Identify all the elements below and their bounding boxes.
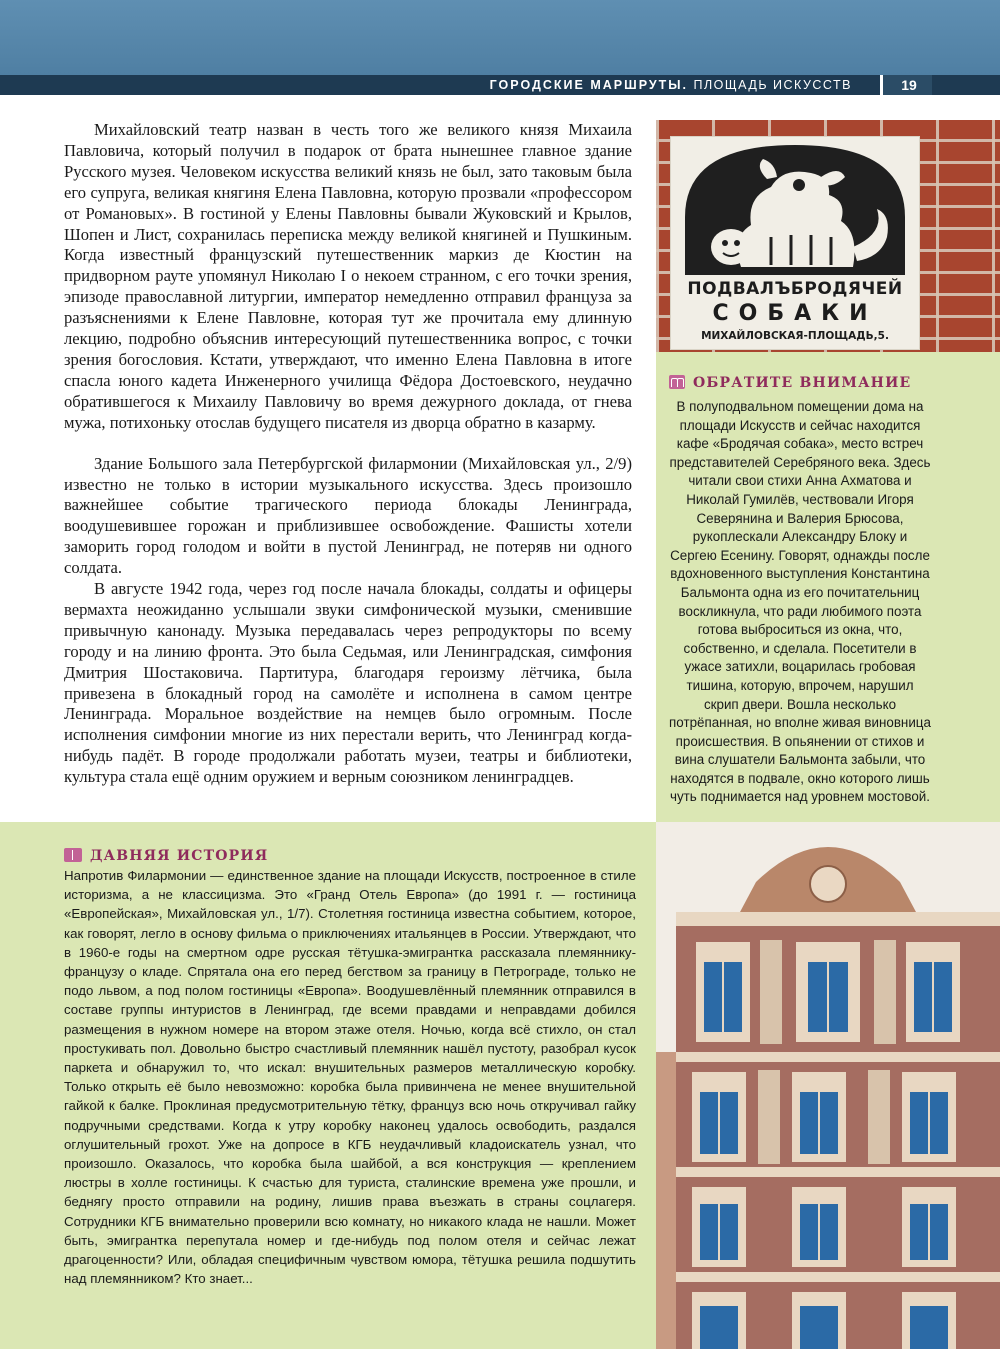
page-number: 19 (880, 75, 935, 95)
note-heading (669, 375, 911, 391)
book-icon (64, 848, 82, 862)
history-paragraph: Напротив Филармонии — единственное здание на площади Искусств, построенное в стиле историзма, а не классицизма. Это «Гранд Отель Европа» (до 1991 г. — гостиница «Европейская», Михайловская ул., 1/7). Столетняя гостиница известна событием, которое, как говорят, легло в основу фильма о приключениях итальянцев в России. Утверждают, что в 1960-е годы на смертном одре русская тётушка-эмигрантка рассказала племяннику-французу о кладе. Спрятала она его перед бегством за границу в Петрограде, только не подо львом, а под полом гостиницы «Европа». Воодушевлённый племянник отправился в составе группы интуристов в Ленинград, где всеми правдами и неправдами добился размещения в нужном номере на втором этаже отеля. Ночью, когда всё стихло, он стал простукивать пол. Довольно быстро счастливый племянник нашёл пустоту, разобрал кусок паркета и обнаружил то, что искал: внушительных размеров металлическую коробку. Только открыть её было невозможно: коробка была привинчена не менее внушительной гайкой к балке. Проклиная предусмотрительную тётку, француз всю ночь откручивал гайку подручными средствами. Когда к утру коробку наконец удалось освободить, раздался оглушительный грохот. Уже на допросе в КГБ неудачливый кладоискатель узнал, что произошло. Оказалось, что коробка была шайбой, а вся конструкция — креплением люстры в холле гостиницы. К счастью для туриста, сталинские времена уже прошли, и беднягу просто отправили на родину, лишив права въезжать в страны соцлагеря. Сотрудники КГБ внимательно проверили всю комнату, но никакого клада не нашли. Может быть, эмигрантка перепутала номер и где-нибудь под полом отеля и сейчас лежат драгоценности? Или, обладая специфичным чувством юмора, тётушка решила подшутить над племянником? Кто знает... (64, 868, 636, 1287)
paragraph: Здание Большого зала Петербургской филармонии (Михайловская ул., 2/9) известно не только в истории музыкального искусства. Здесь произошло важнейшее событие трагического периода блокады Ленинграда, воодушевившее горожан и приблизившее освобождение. Фашисты хотели заморить город голодом и войти в пустой Ленинград, не потеряв ни одного солдата. (64, 453, 632, 578)
grand-hotel-europe-photo (656, 822, 1000, 1349)
note-body: В полуподвальном помещении дома на площади Искусств и сейчас находится кафе «Бродячая собака», место встреч представителей Серебряного века. Здесь читали свои стихи Анна Ахматова и Николай Гумилёв, чествовали Игоря Северянина и Валерия Брюсова, рукоплескали Александру Блоку и Сергею Есенину. Говорят, однажды после вдохновенного выступления Константина Бальмонта одна из его почитательниц воскликнула, что ради любимого поэта готова выброситься из окна, что, собственно, и сделала. Посетители в ужасе затихли, воцарилась гробовая тишина, которую, впрочем, нарушил скрип двери. Вошла несколько потрёпанная, но вполне живая виновница происшествия. В опьянении от стихов и вина слушатели Бальмонта забыли, что находятся в подвале, окно которого лишь чуть поднимается над уровнем мостовой. (669, 399, 931, 805)
building-facade-illustration (656, 822, 1000, 1349)
subsection-title: ПЛОЩАДЬ ИСКУССТВ (693, 78, 852, 92)
sign-text-line2: СОБАКИ (712, 301, 878, 326)
paragraph: В августе 1942 года, через год после начала блокады, солдаты и офицеры вермахта неожиданно услышали звуки симфонической музыки, сменившие привычную канонаду. Музыка передавалась через репродукторы по всему городу и на линию фронта. Это была Седьмая, или Ленинградская, симфония Дмитрия Шостаковича. Партитура, благодаря героизму лётчика, была привезена в блокадный город на самолёте и исполнена в самом центре Ленинграда. Моральное воздействие на немцев было огромным. После исполнения симфонии многие из них перестали верить, что Ленинград когда-нибудь падёт. В городе продолжали работать музеи, театры и библиотеки, культура стала ещё одним оружием и верным союзником ленинградцев. (64, 579, 632, 787)
history-body (64, 866, 636, 1288)
stray-dog-sign-photo (656, 120, 1000, 352)
main-article (64, 120, 632, 788)
theater-masks-icon (669, 375, 685, 389)
dog-emblem-illustration (671, 137, 919, 277)
history-title: ДАВНЯЯ ИСТОРИЯ (90, 848, 269, 864)
section-title: ГОРОДСКИЕ МАРШРУТЫ. (489, 78, 688, 92)
sign-text-line3: МИХАЙЛОВСКАЯ-ПЛОЩАДЬ,5. (701, 330, 889, 342)
paragraph: Михайловский театр назван в честь того же великого князя Михаила Павловича, который получил в подарок от брата нынешнее главное здание Русского музея. Человеком искусства великий князь не был, зато таковым была его супруга, великая княгиня Елена Павловна, которую прозвали «профессором от Романовых». В гостиной у Елены Павловны бывали Жуковский и Крылов, Шопен и Лист, сохранилась переписка между великой княгиней и Пушкиным. Когда известный французский путешественник маркиз де Кюстин на придворном рауте упомянул Николаю I о некоем странном, с его точки зрения, эпизоде православной литургии, император немедленно отправил француза за разъяснениями к Елене Павловне, которая тут же прочитала ему длинную лекцию, подробно объяснив интересующий путешественника вопрос, с точки зрения богословия. Кстати, утверждают, что именно Елена Павловна в итоге спасла юного кадета Инженерного училища Фёдора Достоевского, неудачно обратившегося к Михаилу Павловичу во время дежурного доклада, от гнева мужа, потихоньку отослав будущего писателя из дворца обратно в казарму. (64, 120, 632, 432)
history-heading (64, 848, 268, 864)
note-title: ОБРАТИТЕ ВНИМАНИЕ (693, 375, 912, 391)
running-header (490, 75, 852, 95)
header-background (0, 0, 1000, 75)
cafe-signboard (670, 136, 920, 350)
header-bar-tail (932, 75, 1000, 95)
sign-text-line1: ПОДВАЛЪБРОДЯЧЕЙ (687, 279, 903, 299)
